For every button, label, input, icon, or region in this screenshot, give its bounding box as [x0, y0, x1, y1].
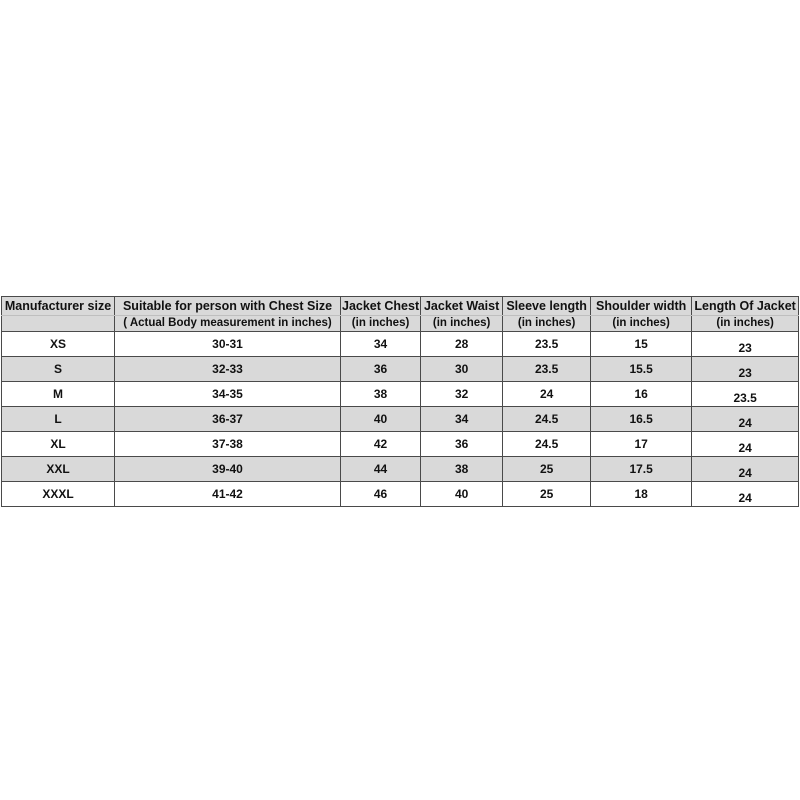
header-manufacturer-size: Manufacturer size	[2, 297, 115, 316]
cell-jacket-length: 24	[692, 457, 799, 482]
cell-jacket-length: 24	[692, 482, 799, 507]
cell-chest-range: 32-33	[115, 357, 341, 382]
cell-size: M	[2, 382, 115, 407]
cell-sleeve-length: 23.5	[503, 332, 591, 357]
cell-sleeve-length: 24.5	[503, 432, 591, 457]
cell-shoulder-width: 17	[591, 432, 692, 457]
cell-shoulder-width: 16	[591, 382, 692, 407]
table-row	[2, 482, 799, 507]
cell-jacket-waist: 30	[421, 357, 503, 382]
cell-jacket-chest: 44	[341, 457, 421, 482]
cell-jacket-waist: 34	[421, 407, 503, 432]
cell-jacket-chest: 38	[341, 382, 421, 407]
unit-jacket-length: (in inches)	[692, 316, 799, 332]
cell-jacket-chest: 36	[341, 357, 421, 382]
table-row	[2, 332, 799, 357]
cell-size: XXL	[2, 457, 115, 482]
cell-sleeve-length: 23.5	[503, 357, 591, 382]
cell-shoulder-width: 18	[591, 482, 692, 507]
cell-jacket-waist: 40	[421, 482, 503, 507]
header-row	[2, 297, 799, 316]
header-jacket-chest: Jacket Chest	[341, 297, 421, 316]
cell-chest-range: 34-35	[115, 382, 341, 407]
cell-jacket-waist: 28	[421, 332, 503, 357]
cell-jacket-chest: 34	[341, 332, 421, 357]
cell-jacket-waist: 36	[421, 432, 503, 457]
cell-jacket-length: 23.5	[692, 382, 799, 407]
cell-size: S	[2, 357, 115, 382]
cell-size: XXXL	[2, 482, 115, 507]
table-row	[2, 382, 799, 407]
header-shoulder-width: Shoulder width	[591, 297, 692, 316]
cell-shoulder-width: 17.5	[591, 457, 692, 482]
cell-sleeve-length: 25	[503, 482, 591, 507]
unit-manufacturer-size	[2, 316, 115, 332]
cell-sleeve-length: 25	[503, 457, 591, 482]
cell-sleeve-length: 24.5	[503, 407, 591, 432]
header-sleeve-length: Sleeve length	[503, 297, 591, 316]
table-row	[2, 407, 799, 432]
unit-chest-size: ( Actual Body measurement in inches)	[115, 316, 341, 332]
cell-chest-range: 30-31	[115, 332, 341, 357]
cell-jacket-waist: 32	[421, 382, 503, 407]
table-row	[2, 457, 799, 482]
unit-jacket-chest: (in inches)	[341, 316, 421, 332]
unit-shoulder-width: (in inches)	[591, 316, 692, 332]
cell-chest-range: 41-42	[115, 482, 341, 507]
cell-jacket-length: 24	[692, 407, 799, 432]
header-jacket-waist: Jacket Waist	[421, 297, 503, 316]
cell-jacket-length: 23	[692, 332, 799, 357]
cell-jacket-waist: 38	[421, 457, 503, 482]
size-chart-table	[1, 296, 799, 507]
header-jacket-length: Length Of Jacket	[692, 297, 799, 316]
cell-jacket-length: 24	[692, 432, 799, 457]
cell-shoulder-width: 15	[591, 332, 692, 357]
cell-chest-range: 36-37	[115, 407, 341, 432]
table-row	[2, 432, 799, 457]
cell-size: XS	[2, 332, 115, 357]
unit-jacket-waist: (in inches)	[421, 316, 503, 332]
cell-shoulder-width: 15.5	[591, 357, 692, 382]
cell-size: XL	[2, 432, 115, 457]
cell-jacket-chest: 42	[341, 432, 421, 457]
unit-sleeve-length: (in inches)	[503, 316, 591, 332]
cell-size: L	[2, 407, 115, 432]
cell-chest-range: 37-38	[115, 432, 341, 457]
header-chest-size: Suitable for person with Chest Size	[115, 297, 341, 316]
header-unit-row	[2, 316, 799, 332]
cell-jacket-chest: 40	[341, 407, 421, 432]
cell-chest-range: 39-40	[115, 457, 341, 482]
cell-sleeve-length: 24	[503, 382, 591, 407]
table-row	[2, 357, 799, 382]
cell-jacket-length: 23	[692, 357, 799, 382]
cell-jacket-chest: 46	[341, 482, 421, 507]
cell-shoulder-width: 16.5	[591, 407, 692, 432]
